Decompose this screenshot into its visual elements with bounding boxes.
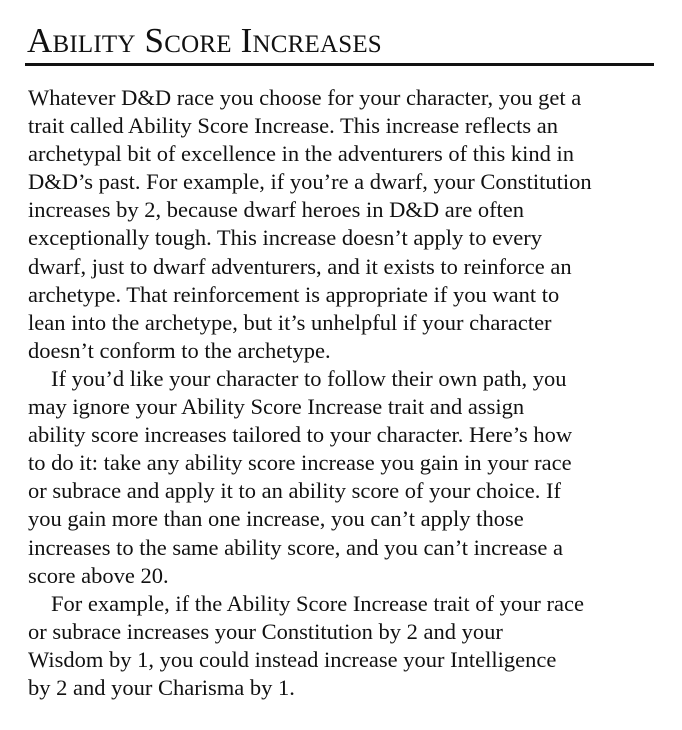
paragraph-3-line: Wisdom by 1, you could instead increase your Intelligence — [28, 646, 557, 672]
paragraph-2-line: or subrace and apply it to an ability score of your choice. If — [28, 478, 561, 504]
paragraph-2-line: to do it: take any ability score increase you gain in your race — [28, 450, 572, 476]
paragraph-2-line: score above 20. — [28, 562, 169, 588]
paragraph-1-line: lean into the archetype, but it’s unhelpful if your character — [28, 309, 552, 335]
paragraph-2-line: may ignore your Ability Score Increase trait and assign — [28, 394, 525, 420]
paragraph-1-line: Whatever D&D race you choose for your character, you get a — [28, 85, 582, 110]
paragraph-3-line: For example, if the Ability Score Increase trait of your race — [51, 590, 584, 616]
paragraph-1-line: exceptionally tough. This increase doesn’t apply to every — [28, 225, 543, 251]
paragraph-1-line: archetypal bit of excellence in the adventurers of this kind in — [28, 141, 575, 167]
paragraph-1-line: increases by 2, because dwarf heroes in D&D are often — [28, 197, 525, 223]
paragraph-1-line: trait called Ability Score Increase. This increase reflects an — [28, 113, 558, 139]
paragraph-2-line: If you’d like your character to follow their own path, you — [51, 365, 567, 391]
body-text — [28, 84, 654, 702]
paragraph-2-line: you gain more than one increase, you can’t apply those — [28, 506, 524, 532]
paragraph-1-line: archetype. That reinforcement is appropriate if you want to — [28, 281, 560, 307]
paragraph-3-line: or subrace increases your Constitution by 2 and your — [28, 618, 503, 644]
section-heading: Ability Score Increases — [27, 21, 382, 60]
paragraph-3-line: by 2 and your Charisma by 1. — [28, 674, 295, 700]
paragraph-2-line: increases to the same ability score, and you can’t increase a — [28, 534, 563, 560]
paragraph-1-line: D&D’s past. For example, if you’re a dwarf, your Constitution — [28, 169, 592, 195]
heading-underline-rule — [25, 63, 654, 66]
paragraph-1-line: dwarf, just to dwarf adventurers, and it exists to reinforce an — [28, 253, 572, 279]
paragraph-2-line: ability score increases tailored to your character. Here’s how — [28, 422, 573, 448]
paragraph-1-line: doesn’t conform to the archetype. — [28, 337, 331, 363]
